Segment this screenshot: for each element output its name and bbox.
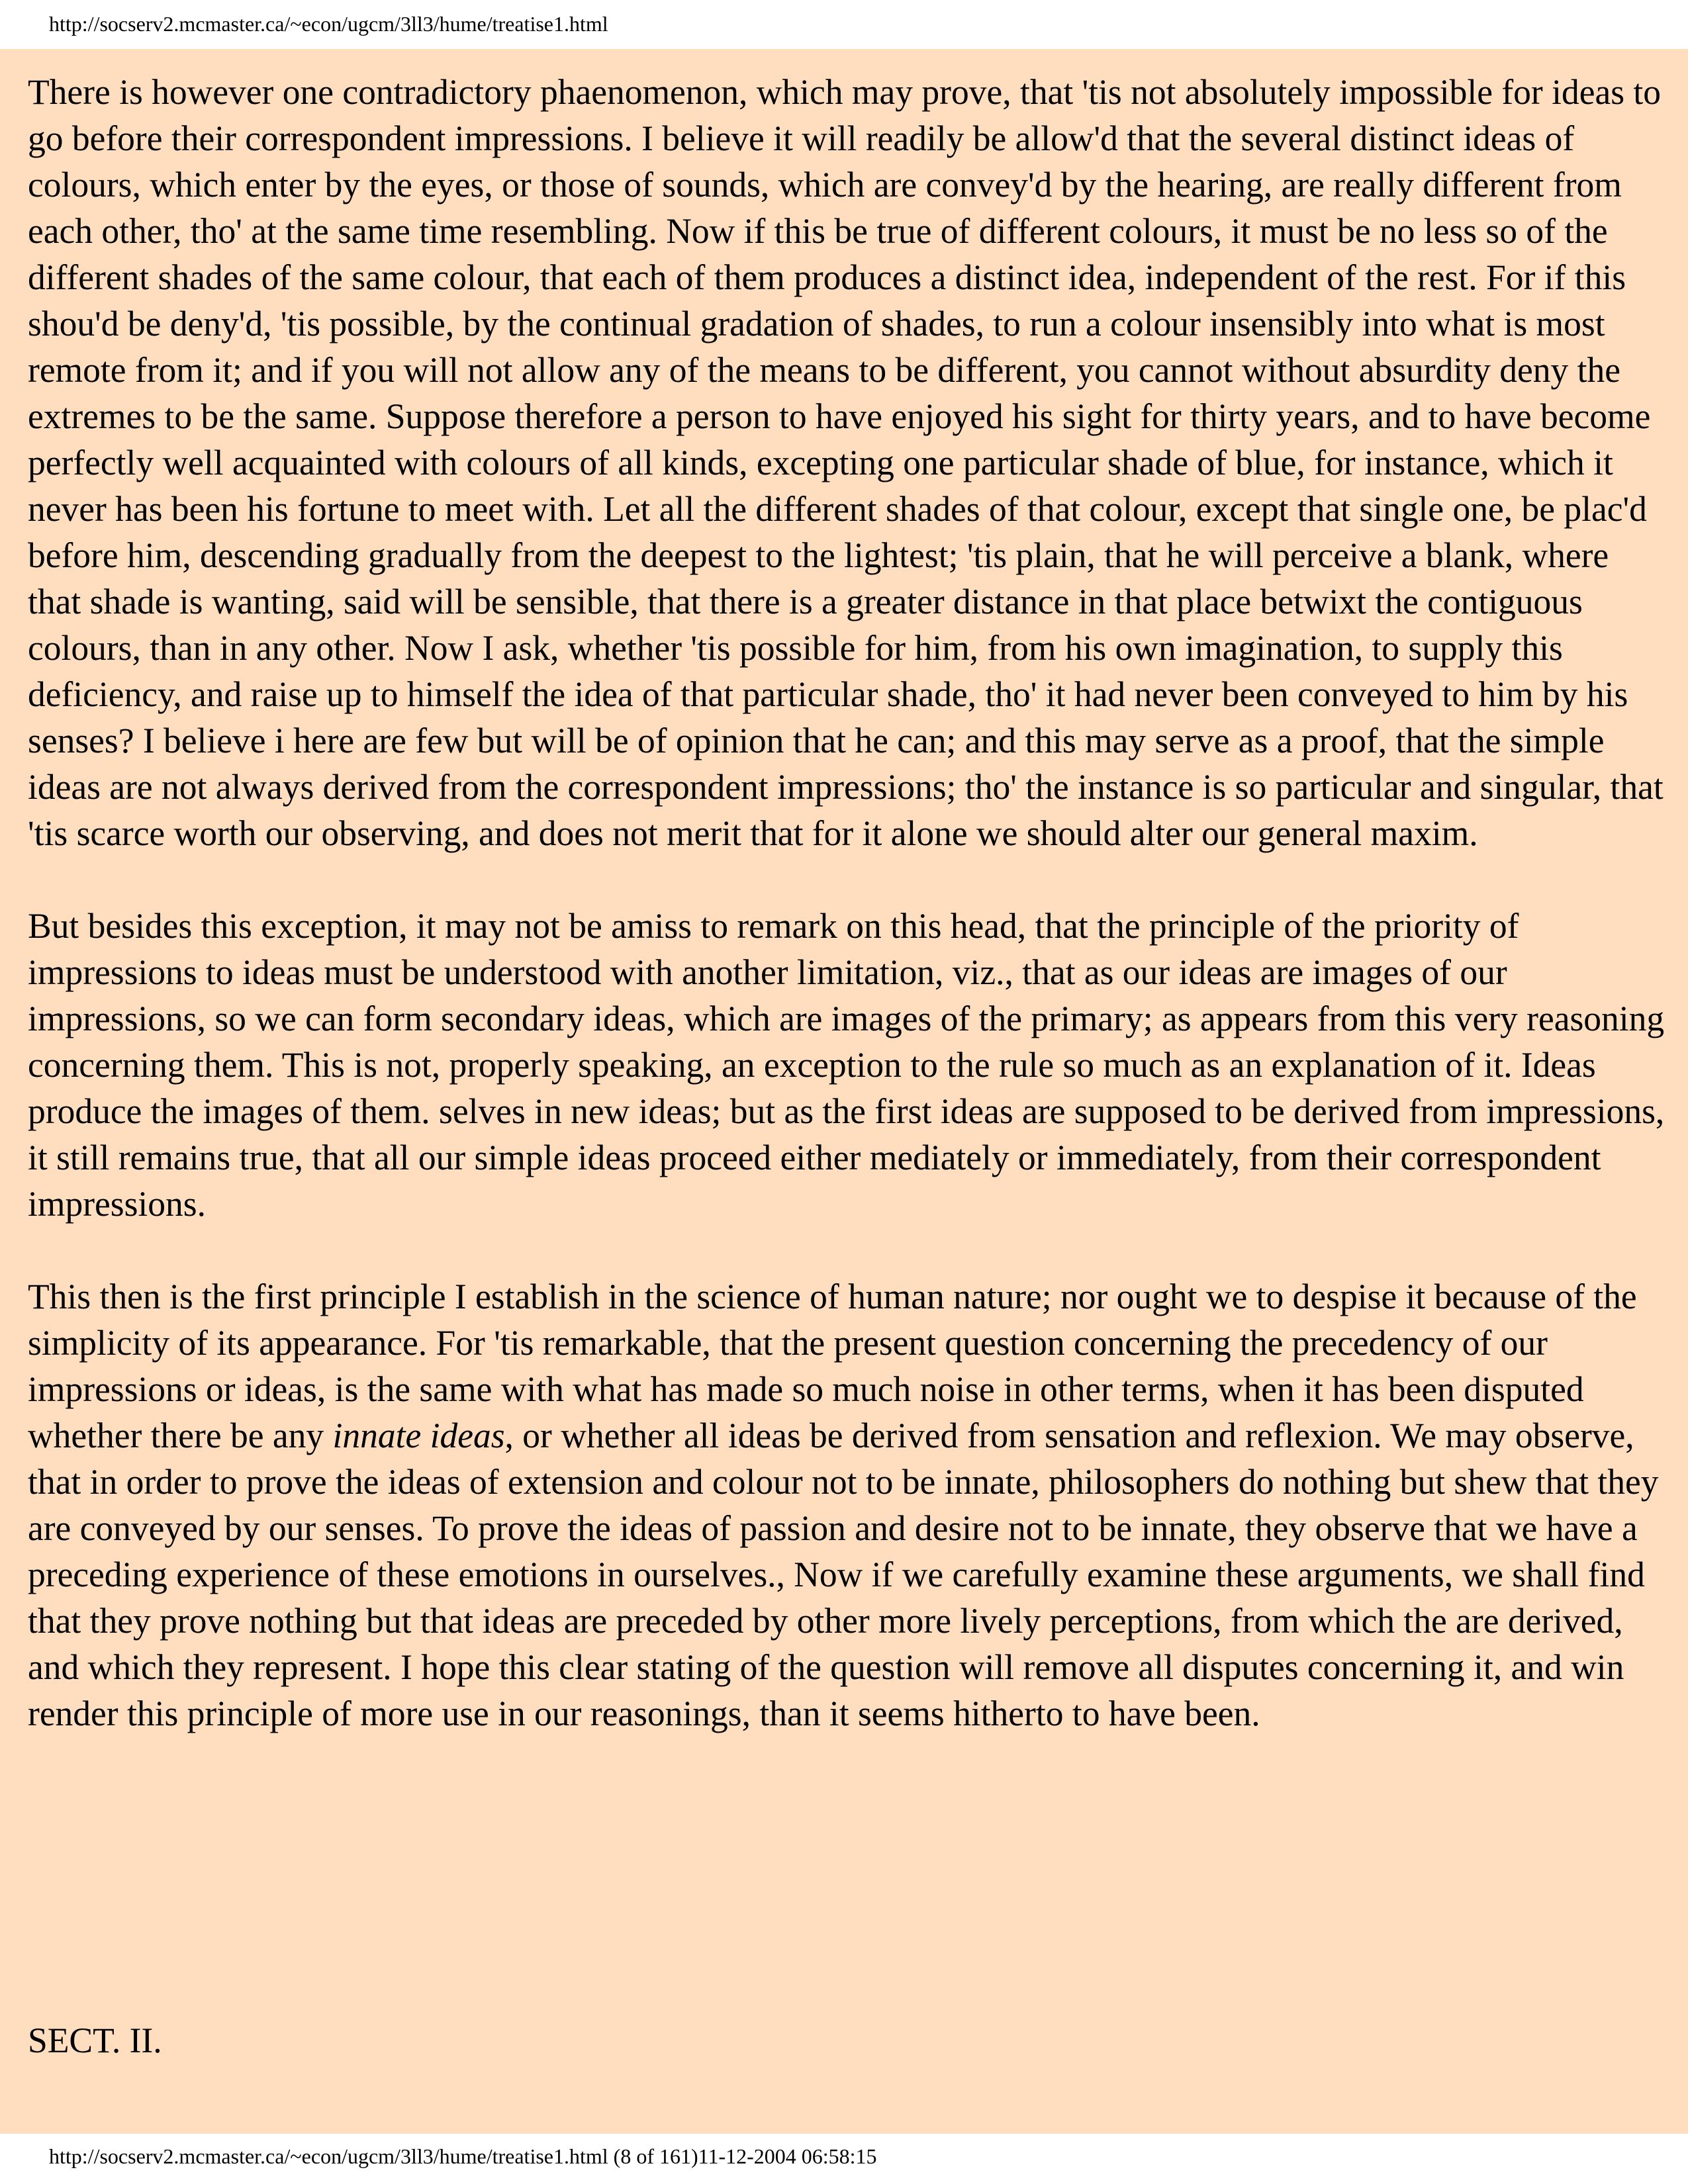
section-heading: SECT. II. [28, 2021, 162, 2060]
footer-url: http://socserv2.mcmaster.ca/~econ/ugcm/3ll3/hume/treatise1.html (8 of 161)11-12-2004 06:58:15 [49, 2144, 877, 2168]
paragraph-1: There is however one contradictory phaenomenon, which may prove, that 'tis not absolutely impossible for ideas to go before their correspondent impressions. I believe it will readily be allow'd that the several distinct ideas of colours, which enter by the eyes, or those of sounds, which are convey'd by the hearing, are really different from each other, tho' at the same time resembling. Now if this be true of different colours, it must be no less so of the different shades of the same colour, that each of them produces a distinct idea, independent of the rest. For if this shou'd be deny'd, 'tis possible, by the continual gradation of shades, to run a colour insensibly into what is most remote from it; and if you will not allow any of the means to be different, you cannot without absurdity deny the extremes to be the same. Suppose therefore a person to have enjoyed his sight for thirty years, and to have become perfectly well acquainted with colours of all kinds, excepting one particular shade of blue, for instance, which it never has been his fortune to meet with. Let all the different shades of that colour, except that single one, be plac'd before him, descending gradually from the deepest to the lightest; 'tis plain, that he will perceive a blank, where that shade is wanting, said will be sensible, that there is a greater distance in that place betwixt the contiguous colours, than in any other. Now I ask, whether 'tis possible for him, from his own imagination, to supply this deficiency, and raise up to himself the idea of that particular shade, tho' it had never been conveyed to him by his senses? I believe i here are few but will be of opinion that he can; and this may serve as a proof, that the simple ideas are not always derived from the correspondent impressions; tho' the instance is so particular and singular, that 'tis scarce worth our observing, and does not merit that for it alone we should alter our general maxim. [28, 72, 1664, 853]
header-url: http://socserv2.mcmaster.ca/~econ/ugcm/3ll3/hume/treatise1.html [49, 12, 608, 36]
innate-ideas-emphasis: innate ideas [332, 1416, 505, 1455]
paragraph-2: But besides this exception, it may not be amiss to remark on this head, that the principle of the priority of impressions to ideas must be understood with another limitation, viz., that as our ideas are images of our impressions, so we can form secondary ideas, which are images of the primary; as appears from this very reasoning concerning them. This is not, properly speaking, an exception to the rule so much as an explanation of it. Ideas produce the images of them. selves in new ideas; but as the first ideas are supposed to be derived from impressions, it still remains true, that all our simple ideas proceed either mediately or immediately, from their correspondent impressions. [28, 906, 1665, 1224]
paragraph-3-part-1: This then is the first principle I establish in the science of human nature; nor ought we to despise it because of the simplicity of its appearance. For 'tis remarkable, that the present question concerning the precedency of our impressions or ideas, is the same with what has made so much noise in other terms, when it has been disputed whether there be any [28, 1277, 1637, 1455]
paragraph-3-part-2: , or whether all ideas be derived from sensation and reflexion. We may observe, that in order to prove the ideas of extension and colour not to be innate, philosophers do nothing but shew that they are conveyed by our senses. To prove the ideas of passion and desire not to be innate, they observe that we have a preceding experience of these emotions in ourselves., Now if we carefully examine these arguments, we shall find that they prove nothing but that ideas are preceded by other more lively perceptions, from which the are derived, and which they represent. I hope this clear stating of the question will remove all disputes concerning it, and win render this principle of more use in our reasonings, than it seems hitherto to have been. [28, 1416, 1659, 1733]
paragraph-3 [28, 1273, 1669, 1737]
document-page [0, 49, 1688, 2134]
document-body [28, 69, 1669, 1737]
